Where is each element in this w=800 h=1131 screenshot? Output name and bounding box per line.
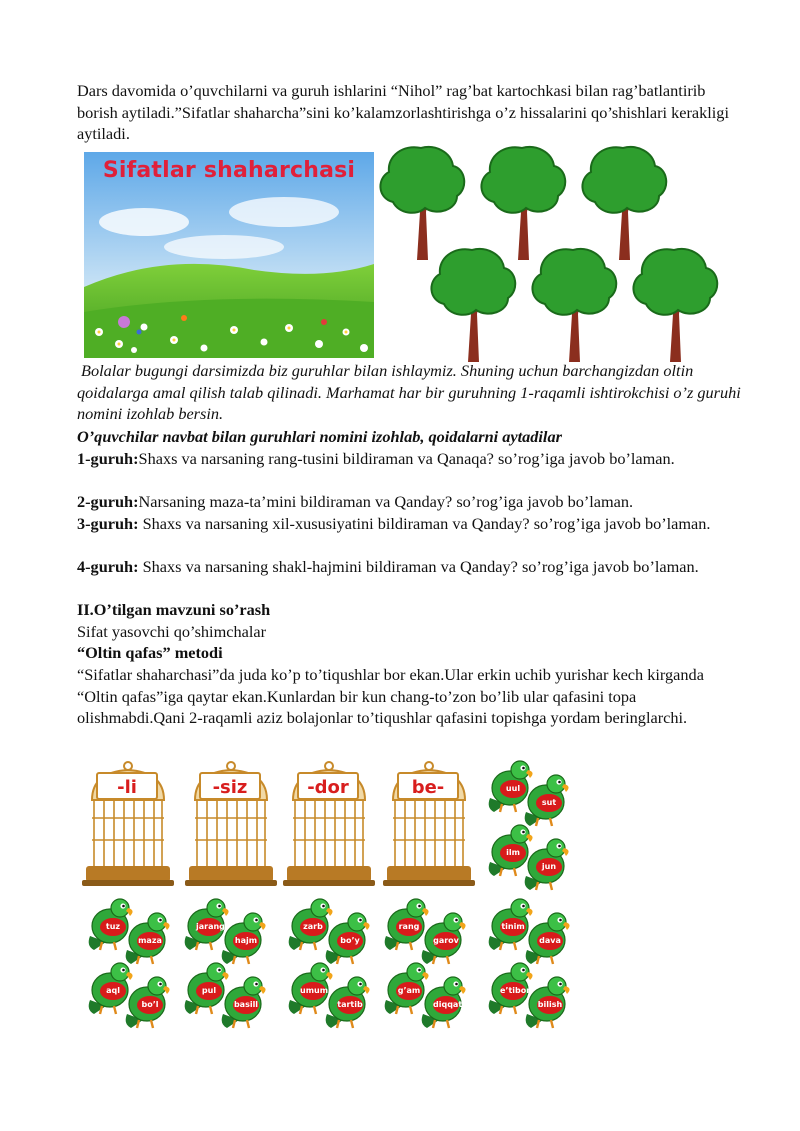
parrot-word: pul [196, 982, 222, 1000]
parrot-word: g’am [396, 982, 422, 1000]
group-2-rule [77, 491, 745, 513]
parrot-word: tuz [100, 918, 126, 936]
parrot-card[interactable] [217, 910, 269, 966]
group-4-rule [77, 556, 745, 578]
cage-label: -dor [297, 772, 359, 800]
parrot-word: uul [500, 780, 526, 798]
parrot-card[interactable] [321, 910, 373, 966]
cage-label: -li [96, 772, 158, 800]
parrot-card[interactable] [521, 910, 573, 966]
tree-icon [474, 142, 570, 260]
golden-cage [82, 760, 174, 888]
parrot-word: umum [300, 982, 326, 1000]
teacher-instruction: Bolalar bugungi darsimizda biz guruhlar bilan ishlaymiz. Shuning uchun barchangizdan oltin qoidalarga amal qilish talab qilinadi. Marhamat har bir guruhning 1-raqamli ishtirokchisi o’z guruhi nomini izohlab bersin. [77, 361, 741, 423]
section-2-heading: II.O’tilgan mavzuni so’rash [77, 600, 271, 619]
cage-label: -siz [199, 772, 261, 800]
parrot-word: hajm [233, 932, 259, 950]
parrot-word: bo’y [337, 932, 363, 950]
group-label: 3-guruh: [77, 514, 139, 533]
section-2-subtitle: Sifat yasovchi qo’shimchalar [77, 622, 266, 641]
tree-icon [424, 244, 520, 362]
parrot-word: zarb [300, 918, 326, 936]
parrot-card[interactable] [121, 910, 173, 966]
parrot-card[interactable] [217, 974, 269, 1030]
parrot-word: rang [396, 918, 422, 936]
group-label: 4-guruh: [77, 557, 139, 576]
group-3-rule [77, 513, 745, 535]
golden-cage [383, 760, 475, 888]
tree-icon [525, 244, 621, 362]
method-paragraph: “Sifatlar shaharchasi”da juda ko’p to’tiqushlar bor ekan.Ular erkin uchib yurishar kech kirganda “Oltin qafas”iga qaytar ekan.Kunlardan bir kun chang-to’zon bo’lib ular qafasini topa olishmabdi.Qani 2-raqamli aziz bolajonlar to’tiqushlar qafasini topishga yordam beringlarchi. [77, 665, 704, 727]
parrot-word: maza [137, 932, 163, 950]
parrot-word: tinim [500, 918, 526, 936]
intro-paragraph: Dars davomida o’quvchilarni va guruh ishlarini “Nihol” rag’bat kartochkasi bilan rag’batlantirib borish aytiladi.”Sifatlar shaharcha”sini ko’kalamzorlashtirishga o’z hissalarini qo’shishlari kerakligi aytiladi. [77, 81, 729, 143]
banner-title: Sifatlar shaharchasi [102, 158, 356, 183]
parrot-card[interactable] [417, 910, 469, 966]
tree-icon [575, 142, 671, 260]
parrot-word: basill [233, 996, 259, 1014]
group-rule-text: Shaxs va narsaning shakl-hajmini bildiraman va Qanday? so’rog’iga javob bo’laman. [138, 557, 699, 576]
method-heading: “Oltin qafas” metodi [77, 643, 223, 662]
group-rule-text: Shaxs va narsaning rang-tusini bildiraman va Qanaqa? so’rog’iga javob bo’laman. [138, 449, 675, 468]
cage-label: be- [397, 772, 459, 800]
parrot-word: aql [100, 982, 126, 1000]
tree-icon [373, 142, 469, 260]
group-label: 1-guruh: [77, 449, 139, 468]
parrot-card[interactable] [520, 836, 572, 892]
parrot-word: e’tibor [500, 982, 526, 1000]
parrot-word: diqqat [433, 996, 459, 1014]
parrot-card[interactable] [417, 974, 469, 1030]
parrot-word: bilish [537, 996, 563, 1014]
group-rule-text: Narsaning maza-ta’mini bildiraman va Qanday? so’rog’iga javob bo’laman. [138, 492, 634, 511]
golden-cage [185, 760, 277, 888]
parrot-word: ilm [500, 844, 526, 862]
parrot-card[interactable] [521, 974, 573, 1030]
parrot-card[interactable] [520, 772, 572, 828]
group-1-rule [77, 448, 745, 470]
group-rule-text: Shaxs va narsaning xil-xususiyatini bildiraman va Qanday? so’rog’iga javob bo’laman. [138, 514, 711, 533]
parrot-card[interactable] [321, 974, 373, 1030]
parrot-word: jun [536, 858, 562, 876]
parrot-word: dava [537, 932, 563, 950]
group-label: 2-guruh: [77, 492, 139, 511]
parrot-card[interactable] [121, 974, 173, 1030]
parrot-word: garov [433, 932, 459, 950]
parrot-word: bo’l [137, 996, 163, 1014]
parrot-word: jarang [196, 918, 222, 936]
groups-heading: O’quvchilar navbat bilan guruhlari nomini izohlab, qoidalarni aytadilar [77, 427, 562, 446]
parrot-word: sut [536, 794, 562, 812]
tree-icon [626, 244, 722, 362]
golden-cage [283, 760, 375, 888]
parrot-word: tartib [337, 996, 363, 1014]
sifatlar-banner [84, 152, 374, 358]
